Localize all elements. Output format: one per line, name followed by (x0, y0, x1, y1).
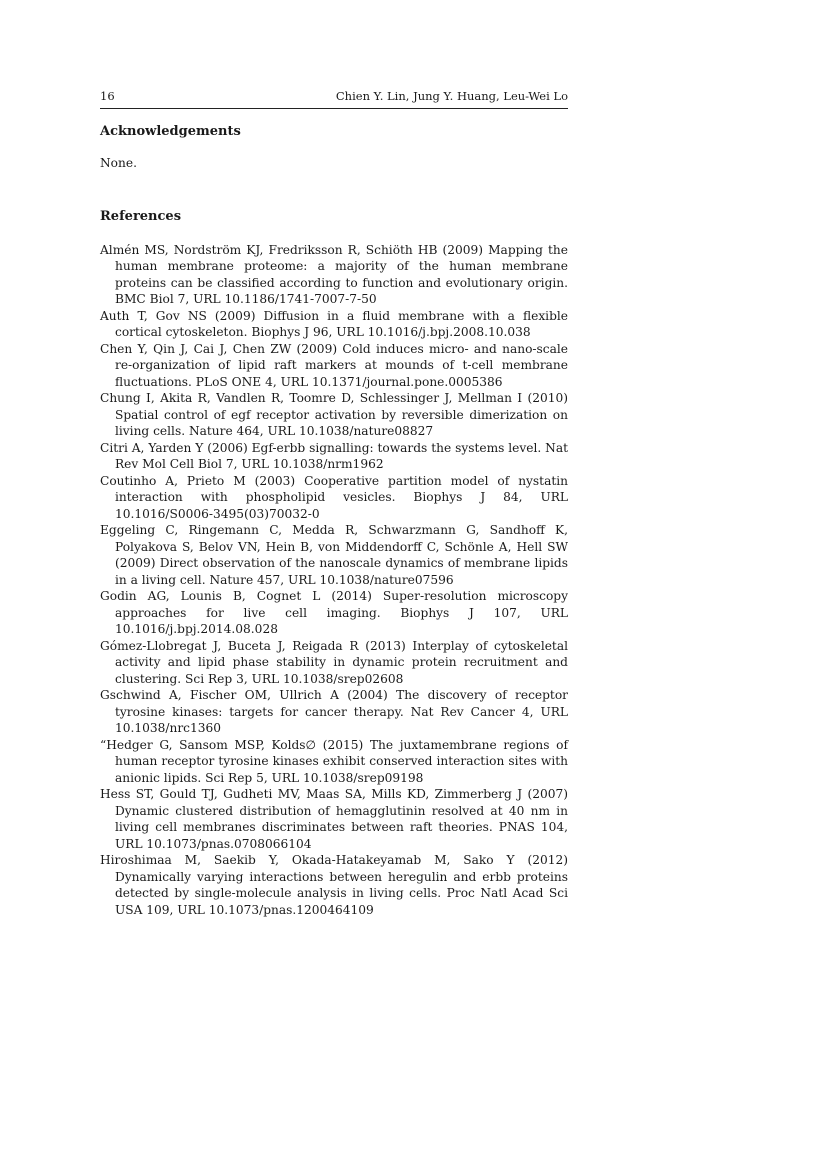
reference-item: Chung I, Akita R, Vandlen R, Toomre D, Schlessinger J, Mellman I (2010) Spatial control of egf receptor activation by reversible dimerization on living cells. Nature 464, URL 10.1038/nature08827 (100, 391, 568, 438)
reference-item: Hess ST, Gould TJ, Gudheti MV, Maas SA, Mills KD, Zimmerberg J (2007) Dynamic clustered distribution of hemagglutinin resolved at 40 nm in living cell membranes discriminates between raft theories. PNAS 104, URL 10.1073/pnas.0708066104 (100, 787, 568, 851)
running-header (100, 88, 568, 109)
reference-item: Gómez-Llobregat J, Buceta J, Reigada R (2013) Interplay of cytoskeletal activity and lipid phase stability in dynamic protein recruitment and clustering. Sci Rep 3, URL 10.1038/srep02608 (100, 638, 568, 686)
acknowledgements-text: None. (100, 156, 137, 170)
reference-item: Gschwind A, Fischer OM, Ullrich A (2004) The discovery of receptor tyrosine kinases: targets for cancer therapy. Nat Rev Cancer 4, URL 10.1038/nrc1360 (100, 688, 568, 735)
reference-list (100, 242, 568, 919)
page (100, 88, 568, 918)
reference-item: Coutinho A, Prieto M (2003) Cooperative partition model of nystatin interaction with phospholipid vesicles. Biophys J 84, URL 10.1016/S0006-3495(03)70032-0 (100, 473, 568, 521)
page-number: 16 (100, 89, 115, 103)
reference-item: Godin AG, Lounis B, Cognet L (2014) Super-resolution microscopy approaches for live cell imaging. Biophys J 107, URL 10.1016/j.bpj.2014.08.028 (100, 589, 568, 636)
author-names: Chien Y. Lin, Jung Y. Huang, Leu-Wei Lo (335, 89, 568, 103)
reference-item: Hiroshimaa M, Saekib Y, Okada-Hatakeyamab M, Sako Y (2012) Dynamically varying interactions between heregulin and erbb proteins detected by single-molecule analysis in living cells. Proc Natl Acad Sci USA 109, URL 10.1073/pnas.1200464109 (100, 853, 568, 917)
reference-item: Almén MS, Nordström KJ, Fredriksson R, Schiöth HB (2009) Mapping the human membrane proteome: a majority of the human membrane proteins can be classified according to function and evolutionary origin. BMC Biol 7, URL 10.1186/1741-7007-7-50 (100, 242, 568, 306)
reference-item: “Hedger G, Sansom MSP, Kolds∅ (2015) The juxtamembrane regions of human receptor tyrosine kinases exhibit conserved interaction sites with anionic lipids. Sci Rep 5, URL 10.1038/srep09198 (100, 737, 568, 785)
reference-item: Eggeling C, Ringemann C, Medda R, Schwarzmann G, Sandhoff K, Polyakova S, Belov VN, Hein B, von Middendorff C, Schönle A, Hell SW (2009) Direct observation of the nanoscale dynamics of membrane lipids in a living cell. Nature 457, URL 10.1038/nature07596 (100, 523, 568, 587)
acknowledgements-heading: Acknowledgements (100, 124, 241, 139)
reference-item: Citri A, Yarden Y (2006) Egf-erbb signalling: towards the systems level. Nat Rev Mol Cell Biol 7, URL 10.1038/nrm1962 (100, 440, 568, 471)
reference-item: Chen Y, Qin J, Cai J, Chen ZW (2009) Cold induces micro- and nano-scale re-organization of lipid raft markers at mounds of t-cell membrane fluctuations. PLoS ONE 4, URL 10.1371/journal.pone.0005386 (100, 341, 568, 389)
references-heading: References (100, 208, 182, 224)
reference-item: Auth T, Gov NS (2009) Diffusion in a fluid membrane with a flexible cortical cytoskeleton. Biophys J 96, URL 10.1016/j.bpj.2008.10.038 (100, 308, 568, 339)
